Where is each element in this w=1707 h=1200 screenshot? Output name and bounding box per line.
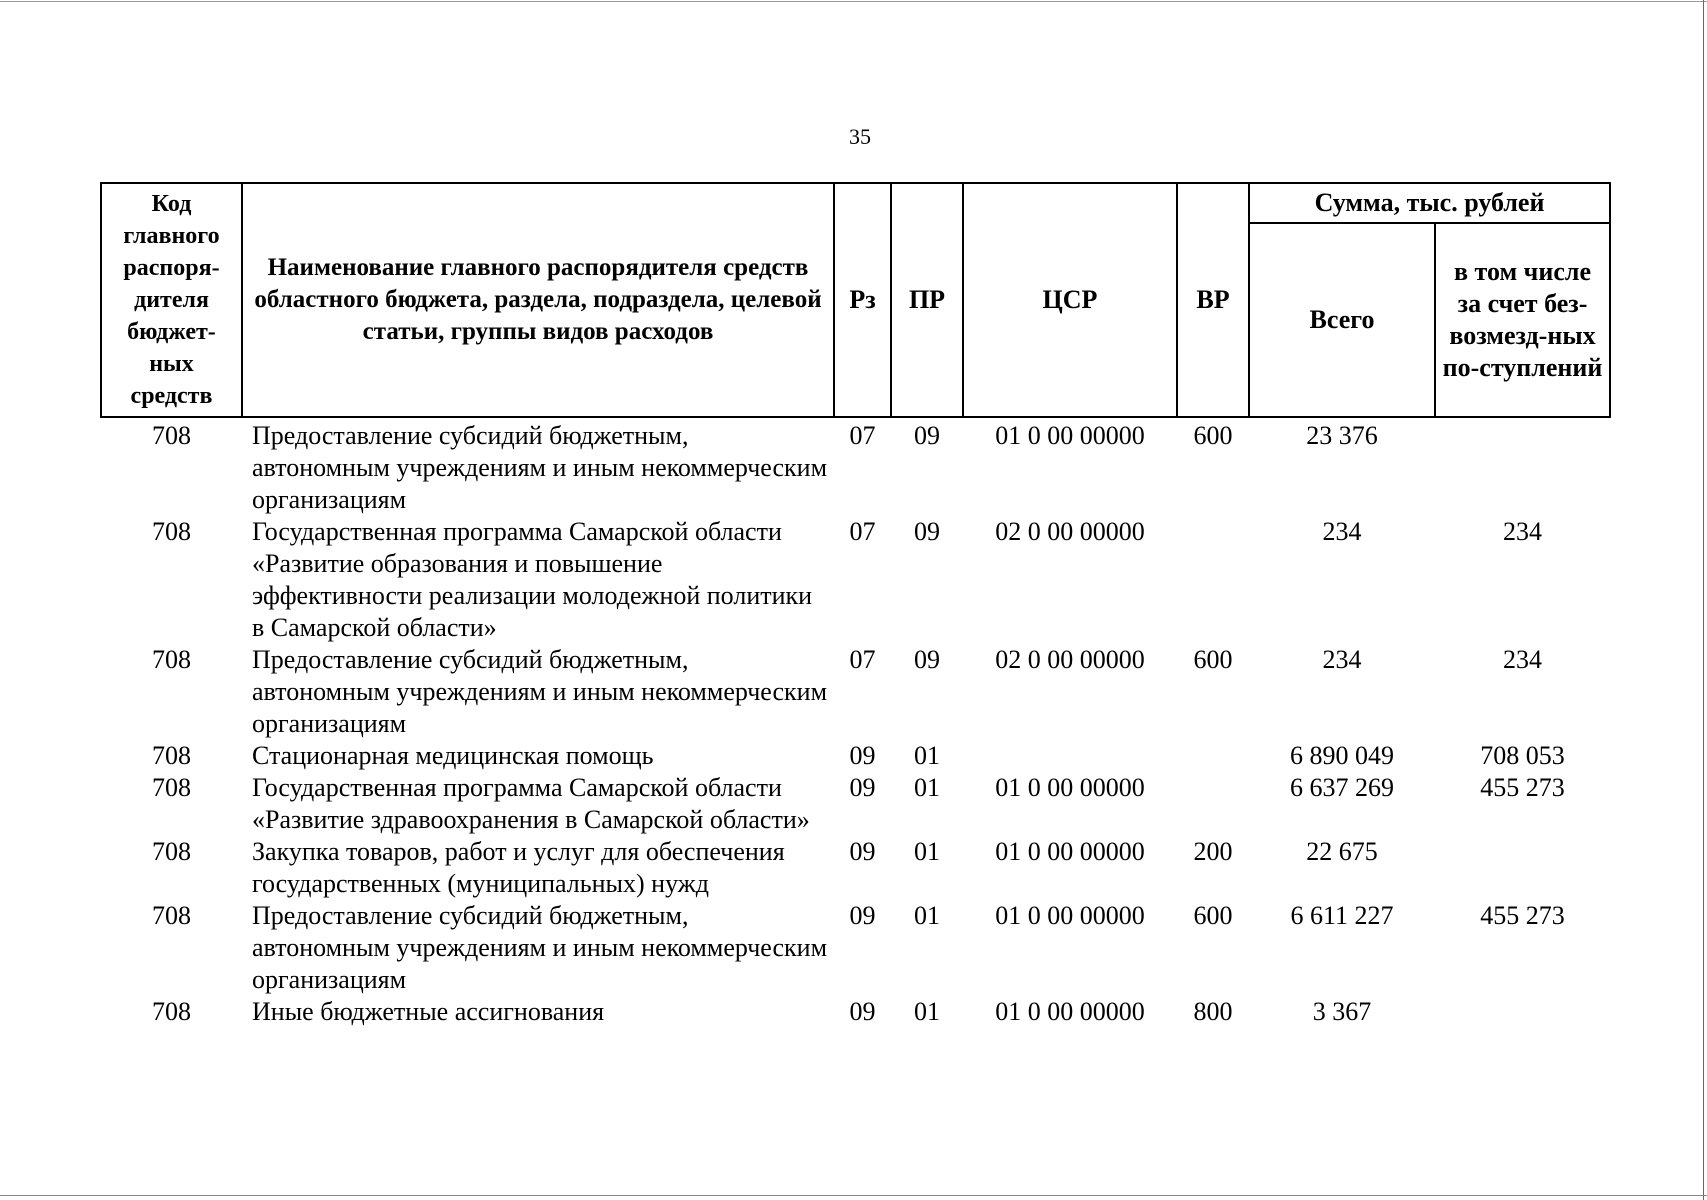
- cell-pr: 01: [914, 741, 940, 770]
- cell-grants: 234: [1503, 517, 1542, 546]
- cell-rz: 09: [849, 837, 876, 866]
- header-name: Наименование главного распорядителя средств областного бюджета, раздела, подраздела, целевой статьи, группы видов расходов: [242, 183, 834, 417]
- cell-pr: 01: [914, 837, 940, 866]
- page-number: 35: [849, 124, 871, 149]
- cell-grants: [1435, 417, 1610, 516]
- cell-csr: 01 0 00 00000: [995, 421, 1145, 450]
- cell-code: 708: [152, 517, 191, 546]
- table-header: [101, 183, 1610, 417]
- cell-rz: 09: [849, 997, 876, 1026]
- cell-total: 234: [1322, 645, 1362, 674]
- table-body: [101, 417, 1610, 1028]
- cell-code: 708: [152, 837, 191, 866]
- header-rz: Рз: [834, 183, 891, 417]
- cell-total: 234: [1322, 517, 1362, 546]
- cell-pr: 01: [914, 997, 940, 1026]
- cell-vr: 600: [1193, 645, 1233, 674]
- cell-vr: 800: [1193, 997, 1233, 1026]
- cell-name: Стационарная медицинская помощь: [252, 741, 654, 770]
- cell-vr: 600: [1193, 421, 1233, 450]
- cell-code: 708: [152, 645, 191, 674]
- cell-pr: 09: [914, 517, 940, 546]
- cell-code: 708: [152, 741, 191, 770]
- cell-pr: 01: [914, 773, 940, 802]
- cell-vr: 600: [1193, 901, 1233, 930]
- table-row: [101, 740, 1610, 772]
- cell-csr: 01 0 00 00000: [995, 997, 1145, 1026]
- table-row: [101, 516, 1610, 644]
- cell-csr: [963, 740, 1177, 772]
- header-pr: ПР: [891, 183, 963, 417]
- cell-name: Государственная программа Самарской области «Развитие образования и повышение эффективности реализации молодежной политики в Самарской области»: [252, 517, 813, 642]
- cell-total: 6 890 049: [1290, 741, 1394, 770]
- cell-pr: 09: [914, 421, 940, 450]
- cell-name: Закупка товаров, работ и услуг для обеспечения государственных (муниципальных) нужд: [252, 837, 785, 898]
- cell-rz: 09: [849, 901, 876, 930]
- table-row: [101, 772, 1610, 836]
- cell-csr: 02 0 00 00000: [995, 517, 1145, 546]
- page-edge-right: [1703, 0, 1704, 1200]
- cell-code: 708: [152, 421, 191, 450]
- table-row: [101, 836, 1610, 900]
- table-row: [101, 644, 1610, 740]
- cell-name: Государственная программа Самарской области «Развитие здравоохранения в Самарской области»: [252, 773, 810, 834]
- table-row: [101, 996, 1610, 1028]
- cell-grants: [1435, 996, 1610, 1028]
- table-row: [101, 417, 1610, 516]
- header-vr: ВР: [1177, 183, 1249, 417]
- cell-code: 708: [152, 773, 191, 802]
- cell-grants: 708 053: [1480, 741, 1565, 770]
- cell-total: 6 611 227: [1290, 901, 1394, 930]
- page-edge-top: [0, 1, 1707, 2]
- cell-rz: 07: [849, 645, 876, 674]
- cell-pr: 09: [914, 645, 940, 674]
- cell-csr: 01 0 00 00000: [995, 773, 1145, 802]
- cell-csr: 02 0 00 00000: [995, 645, 1145, 674]
- page-edge-bottom: [0, 1195, 1707, 1196]
- header-code: Код главного распоря-дителя бюджет-ных средств: [101, 183, 242, 417]
- cell-name: Предоставление субсидий бюджетным, автономным учреждениям и иным некоммерческим организациям: [252, 421, 828, 514]
- header-csr: ЦСР: [963, 183, 1177, 417]
- cell-vr: [1177, 772, 1249, 836]
- cell-vr: 200: [1193, 837, 1233, 866]
- cell-grants: 455 273: [1480, 901, 1565, 930]
- cell-grants: 455 273: [1480, 773, 1565, 802]
- cell-name: Предоставление субсидий бюджетным, автономным учреждениям и иным некоммерческим организациям: [252, 645, 828, 738]
- cell-rz: 07: [849, 517, 876, 546]
- cell-csr: 01 0 00 00000: [995, 901, 1145, 930]
- cell-csr: 01 0 00 00000: [995, 837, 1145, 866]
- budget-table: [100, 182, 1611, 1028]
- cell-vr: [1177, 516, 1249, 644]
- cell-rz: 09: [849, 741, 876, 770]
- cell-rz: 07: [849, 421, 876, 450]
- cell-total: 23 376: [1306, 421, 1378, 450]
- cell-grants: 234: [1503, 645, 1542, 674]
- cell-pr: 01: [914, 901, 940, 930]
- cell-total: 6 637 269: [1290, 773, 1394, 802]
- header-grants: в том числе за счет без-возмезд-ных по-ступлений: [1435, 223, 1610, 417]
- cell-rz: 09: [849, 773, 876, 802]
- cell-code: 708: [152, 901, 191, 930]
- table-row: [101, 900, 1610, 996]
- cell-grants: [1435, 836, 1610, 900]
- cell-vr: [1177, 740, 1249, 772]
- cell-code: 708: [152, 997, 191, 1026]
- cell-total: 22 675: [1306, 837, 1378, 866]
- cell-total: 3 367: [1312, 997, 1372, 1026]
- header-sum-group: Сумма, тыс. рублей: [1249, 183, 1610, 223]
- cell-name: Иные бюджетные ассигнования: [252, 997, 605, 1026]
- header-total: Всего: [1249, 223, 1435, 417]
- cell-name: Предоставление субсидий бюджетным, автономным учреждениям и иным некоммерческим организациям: [252, 901, 828, 994]
